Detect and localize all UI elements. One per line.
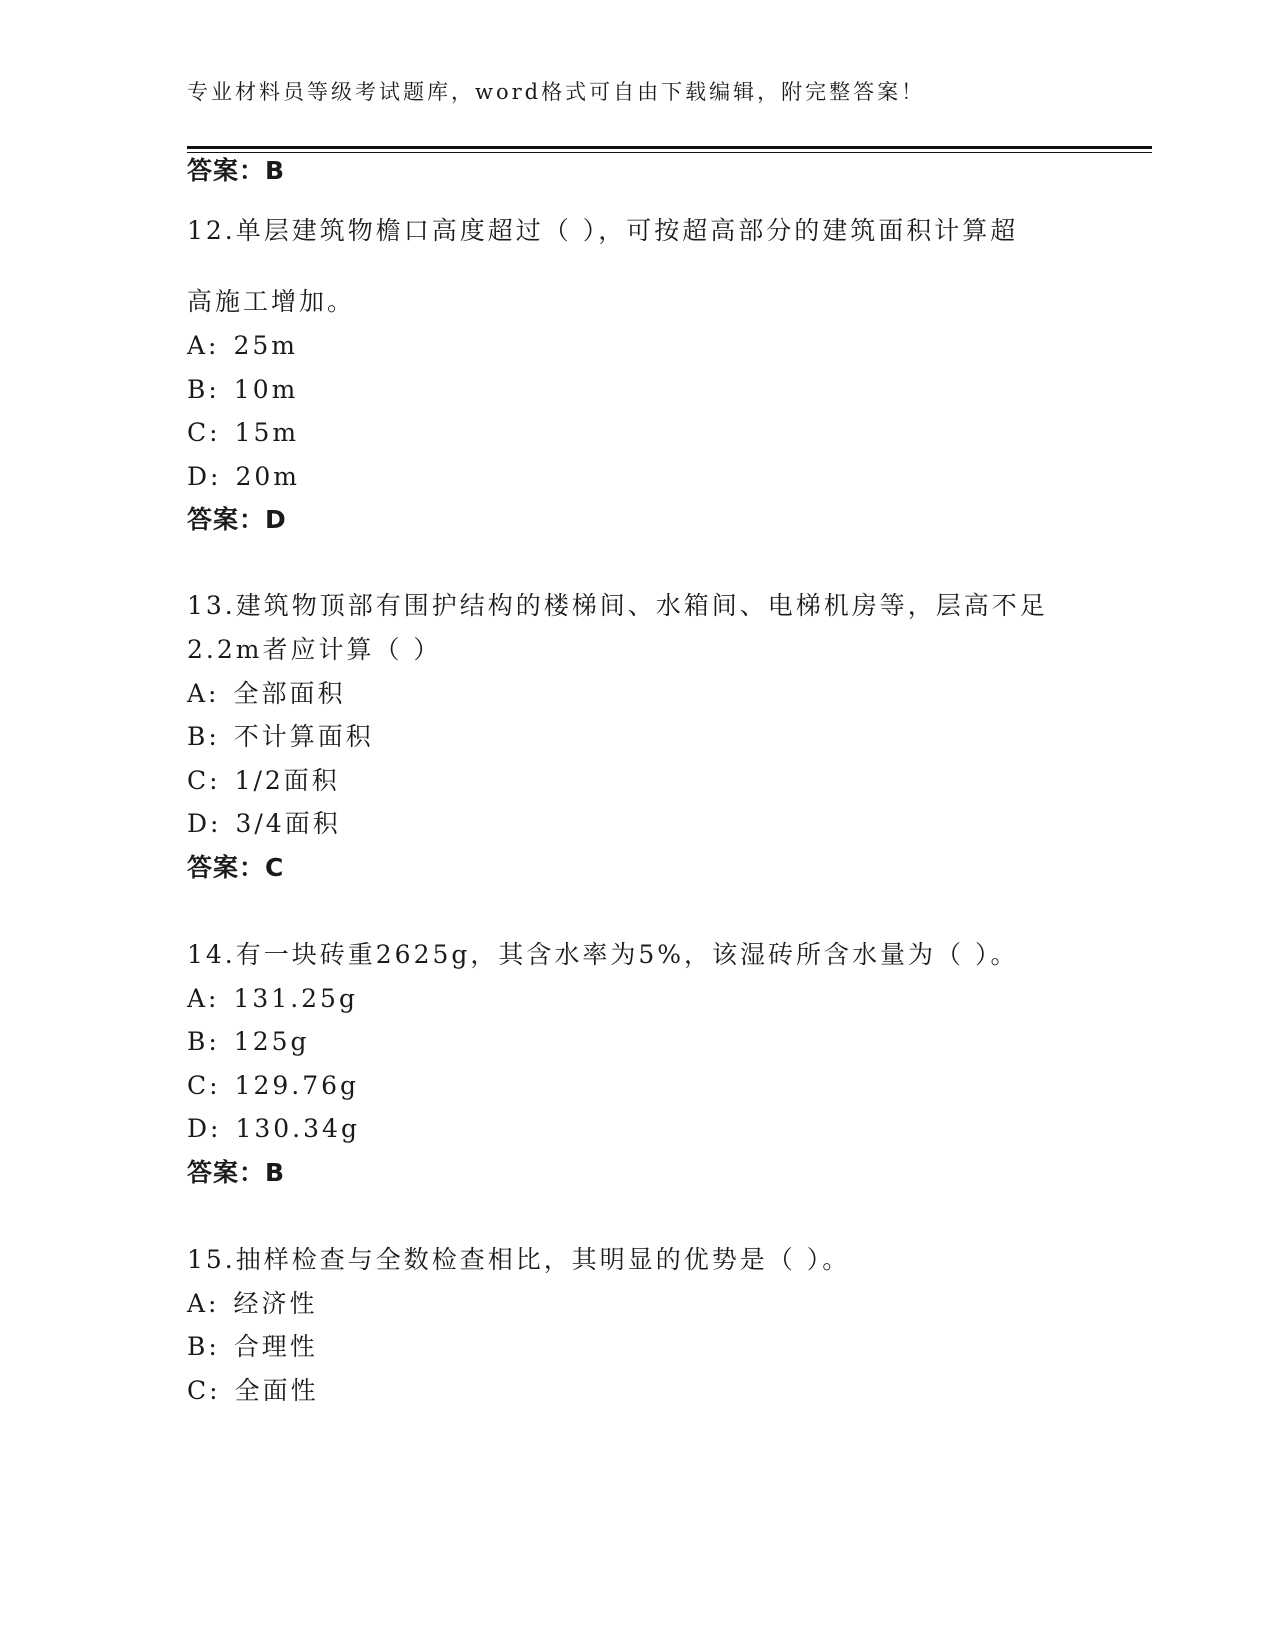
option-text: 20m [235, 462, 300, 491]
option-text: 131.25g [233, 984, 358, 1013]
option-label: A: [187, 1289, 220, 1318]
option-text: 3/4面积 [235, 809, 341, 838]
option-text: 129.76g [234, 1071, 360, 1100]
question-14-option-b [187, 1027, 310, 1057]
option-text: 经济性 [233, 1289, 318, 1318]
question-15-option-a [187, 1289, 318, 1319]
question-12-option-d [187, 462, 300, 492]
option-text: 不计算面积 [233, 722, 374, 751]
option-text: 合理性 [233, 1332, 318, 1361]
option-label: A: [187, 331, 220, 360]
question-12-stem-line2: 高施工增加。 [187, 287, 356, 316]
option-label: B: [187, 1027, 220, 1056]
question-12-stem-line1: 12.单层建筑物檐口高度超过（ ），可按超高部分的建筑面积计算超 [187, 216, 1019, 245]
question-13-answer: 答案：C [187, 853, 285, 882]
option-text: 15m [234, 418, 300, 447]
option-label: C: [187, 418, 221, 447]
option-text: 25m [233, 331, 299, 360]
option-text: 1/2面积 [234, 766, 340, 795]
question-13-option-d [187, 809, 341, 839]
option-text: 全面性 [234, 1376, 319, 1405]
question-15-option-b [187, 1332, 318, 1362]
option-label: B: [187, 375, 220, 404]
page-header: 专业材料员等级考试题库，word格式可自由下载编辑，附完整答案！ [187, 80, 926, 104]
option-label: A: [187, 679, 220, 708]
question-12-option-b [187, 375, 298, 405]
option-label: C: [187, 1376, 221, 1405]
option-label: C: [187, 1071, 221, 1100]
question-14-stem-line1: 14.有一块砖重2625g，其含水率为5%，该湿砖所含水量为（ ）。 [187, 940, 1019, 969]
question-13-stem-line1: 13.建筑物顶部有围护结构的楼梯间、水箱间、电梯机房等，层高不足 [187, 591, 1048, 620]
question-15-option-c [187, 1376, 319, 1406]
question-13-stem-line2: 2.2m者应计算（ ） [187, 635, 442, 664]
question-15-stem-line1: 15.抽样检查与全数检查相比，其明显的优势是（ ）。 [187, 1245, 851, 1274]
option-label: D: [187, 462, 222, 491]
option-label: D: [187, 1114, 222, 1143]
option-label: C: [187, 766, 221, 795]
question-14-answer: 答案：B [187, 1158, 286, 1187]
question-14-option-c [187, 1071, 359, 1101]
question-13-option-c [187, 766, 340, 796]
option-label: B: [187, 722, 220, 751]
question-13-option-b [187, 722, 374, 752]
question-12-answer: 答案：D [187, 505, 287, 534]
option-label: D: [187, 809, 222, 838]
option-text: 全部面积 [233, 679, 346, 708]
option-label: A: [187, 984, 220, 1013]
question-14-option-d [187, 1114, 360, 1144]
question-12-option-a [187, 331, 298, 361]
option-text: 125g [233, 1027, 310, 1056]
option-label: B: [187, 1332, 220, 1361]
option-text: 130.34g [235, 1114, 360, 1143]
option-text: 10m [233, 375, 299, 404]
question-13-option-a [187, 679, 346, 709]
header-rule-thick [187, 146, 1152, 149]
header-rule-thin [187, 152, 1152, 153]
question-14-option-a [187, 984, 358, 1014]
question-12-option-c [187, 418, 299, 448]
answer-prev: 答案：B [187, 156, 286, 185]
